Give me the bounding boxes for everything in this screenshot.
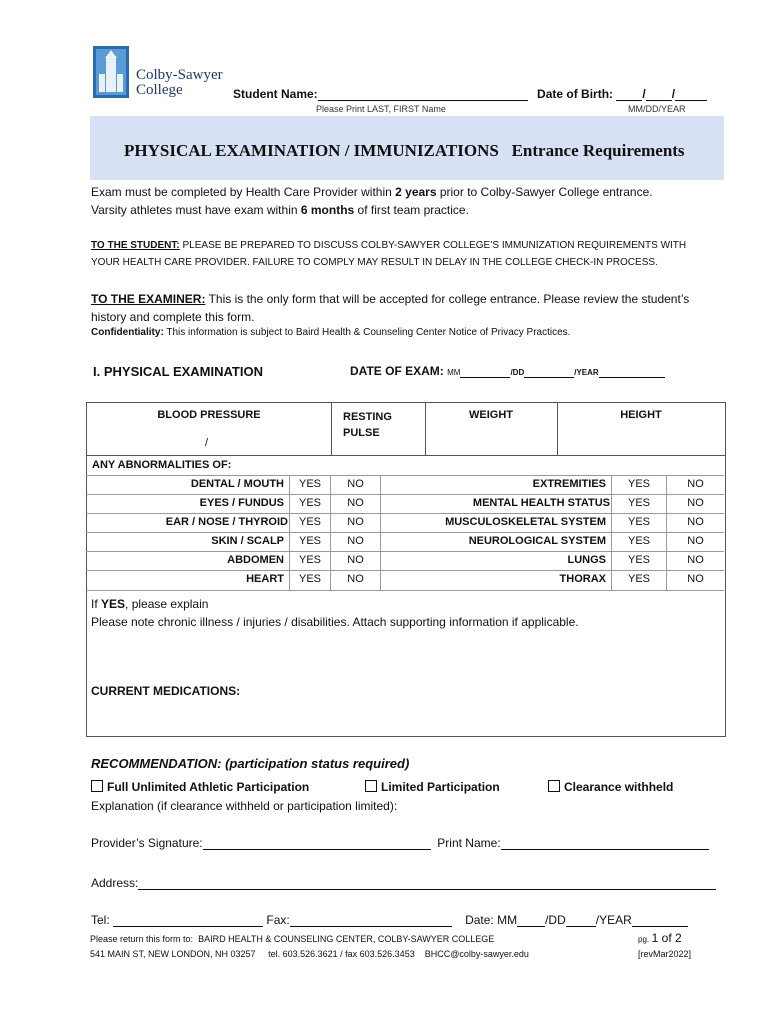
left-row-label-3: SKIN / SCALP xyxy=(211,535,284,547)
right-row-label-0: EXTREMITIES xyxy=(532,478,606,490)
provider-signature-row: Provider’s Signature: Print Name: xyxy=(91,836,709,850)
examiner-note: TO THE EXAMINER: This is the only form that will be accepted for college entrance. Please review the student’s history and complete this form. xyxy=(91,292,690,324)
left-row-no-0[interactable]: NO xyxy=(347,478,364,490)
explain-text: If YES, please explain Please note chronic illness / injuries / disabilities. Attach supporting information if applicable. xyxy=(91,597,579,629)
provider-signature-field[interactable] xyxy=(203,849,431,850)
current-medications-label: CURRENT MEDICATIONS: xyxy=(91,684,241,698)
option-clearance-withheld[interactable]: Clearance withheld xyxy=(548,780,673,794)
option-limited-participation[interactable]: Limited Participation xyxy=(365,780,500,794)
exam-date-mm-field[interactable] xyxy=(460,377,510,378)
checkbox-icon[interactable] xyxy=(365,780,377,792)
dob-hint: MM/DD/YEAR xyxy=(628,104,686,114)
dob-year-field[interactable] xyxy=(675,100,707,101)
right-row-label-3: NEUROLOGICAL SYSTEM xyxy=(468,535,606,547)
college-logo-text: Colby-Sawyer College xyxy=(136,67,223,98)
current-medications-field[interactable] xyxy=(91,702,711,732)
student-name-field[interactable] xyxy=(318,100,528,101)
confidentiality-note: Confidentiality: This information is subject to Baird Health & Counseling Center Notice of Privacy Practices. xyxy=(91,327,571,338)
right-row-no-5[interactable]: NO xyxy=(687,573,704,585)
exam-date-row: DATE OF EXAM: MM /DD /YEAR xyxy=(350,364,665,378)
left-row-no-4[interactable]: NO xyxy=(347,554,364,566)
right-row-yes-5[interactable]: YES xyxy=(627,573,650,585)
blood-pressure-cell[interactable]: BLOOD PRESSURE / xyxy=(87,403,332,455)
print-name-field[interactable] xyxy=(501,849,709,850)
left-row-label-5: HEART xyxy=(246,573,284,585)
right-row-yes-2[interactable]: YES xyxy=(627,516,650,528)
vitals-table xyxy=(86,402,726,456)
dob-label: Date of Birth: xyxy=(537,87,614,101)
page-title: PHYSICAL EXAMINATION / IMMUNIZATIONS Entrance Requirements xyxy=(124,141,685,160)
date-mm-field[interactable] xyxy=(517,926,545,927)
intro-text: Exam must be completed by Health Care Provider within 2 years prior to Colby-Sawyer College entrance. Varsity athletes must have exam within 6 months of first team practice. xyxy=(91,185,653,217)
left-row-label-1: EYES / FUNDUS xyxy=(199,497,284,509)
left-row-yes-3[interactable]: YES xyxy=(298,535,321,547)
left-row-yes-2[interactable]: YES xyxy=(298,516,321,528)
checkbox-icon[interactable] xyxy=(91,780,103,792)
left-row-no-3[interactable]: NO xyxy=(347,535,364,547)
right-row-label-4: LUNGS xyxy=(567,554,606,566)
recommendation-title: RECOMMENDATION: (participation status required) xyxy=(91,756,410,771)
exam-date-year-field[interactable] xyxy=(599,377,665,378)
left-row-yes-0[interactable]: YES xyxy=(298,478,321,490)
student-name-row: Student Name: Date of Birth: / / xyxy=(233,87,707,101)
tel-field[interactable] xyxy=(113,926,263,927)
right-row-no-4[interactable]: NO xyxy=(687,554,704,566)
left-row-no-1[interactable]: NO xyxy=(347,497,364,509)
student-name-label: Student Name: xyxy=(233,87,318,101)
left-row-yes-5[interactable]: YES xyxy=(298,573,321,585)
right-row-yes-3[interactable]: YES xyxy=(627,535,650,547)
fax-field[interactable] xyxy=(290,926,452,927)
left-row-label-2: EAR / NOSE / THYROID xyxy=(165,516,288,528)
resting-pulse-cell[interactable]: RESTING PULSE xyxy=(331,403,426,455)
student-name-hint: Please Print LAST, FIRST Name xyxy=(316,104,446,114)
footer-return: Please return this form to: BAIRD HEALTH & COUNSELING CENTER, COLBY-SAWYER COLLEGE 541 MAIN ST, NEW LONDON, NH 03257 tel. 603.526.3621 / fax 603.526.3453 BHCC@colby-sawyer.edu xyxy=(90,934,529,959)
right-row-no-3[interactable]: NO xyxy=(687,535,704,547)
college-logo-icon xyxy=(93,46,129,98)
address-field[interactable] xyxy=(138,889,716,890)
left-row-label-4: ABDOMEN xyxy=(227,554,284,566)
abnormalities-grid xyxy=(86,475,724,593)
section-physical-exam-title: I. PHYSICAL EXAMINATION xyxy=(93,364,263,379)
right-row-no-1[interactable]: NO xyxy=(687,497,704,509)
option-full-participation[interactable]: Full Unlimited Athletic Participation xyxy=(91,780,309,794)
right-row-no-2[interactable]: NO xyxy=(687,516,704,528)
left-row-yes-1[interactable]: YES xyxy=(298,497,321,509)
dob-dd-field[interactable] xyxy=(646,100,672,101)
weight-cell[interactable]: WEIGHT xyxy=(425,403,558,455)
left-row-yes-4[interactable]: YES xyxy=(298,554,321,566)
left-row-label-0: DENTAL / MOUTH xyxy=(190,478,284,490)
student-note: TO THE STUDENT: PLEASE BE PREPARED TO DISCUSS COLBY-SAWYER COLLEGE’S IMMUNIZATION REQUIREMENTS WITH YOUR HEALTH CARE PROVIDER. FAILURE TO COMPLY MAY RESULT IN DELAY IN THE COLLEGE CHECK-IN PROCESS. xyxy=(91,240,687,268)
footer-page: pg. 1 of 2 [revMar2022] xyxy=(638,931,692,959)
right-row-label-5: THORAX xyxy=(559,573,606,585)
explanation-label: Explanation (if clearance withheld or participation limited): xyxy=(91,799,398,813)
date-year-field[interactable] xyxy=(632,926,688,927)
height-cell[interactable]: HEIGHT xyxy=(620,409,662,421)
right-row-label-1: MENTAL HEALTH STATUS xyxy=(472,497,610,509)
right-row-yes-1[interactable]: YES xyxy=(627,497,650,509)
right-row-yes-4[interactable]: YES xyxy=(627,554,650,566)
right-row-label-2: MUSCULOSKELETAL SYSTEM xyxy=(445,516,606,528)
address-row: Address: xyxy=(91,876,716,890)
date-dd-field[interactable] xyxy=(566,926,596,927)
tel-fax-date-row: Tel: Fax: Date: MM /DD /YEAR xyxy=(91,913,688,927)
right-row-yes-0[interactable]: YES xyxy=(627,478,650,490)
abnormalities-label: ANY ABNORMALITIES OF: xyxy=(92,459,232,471)
right-row-no-0[interactable]: NO xyxy=(687,478,704,490)
left-row-no-5[interactable]: NO xyxy=(347,573,364,585)
checkbox-icon[interactable] xyxy=(548,780,560,792)
exam-date-dd-field[interactable] xyxy=(524,377,574,378)
explain-field[interactable] xyxy=(91,633,711,677)
left-row-no-2[interactable]: NO xyxy=(347,516,364,528)
dob-mm-field[interactable] xyxy=(616,100,642,101)
